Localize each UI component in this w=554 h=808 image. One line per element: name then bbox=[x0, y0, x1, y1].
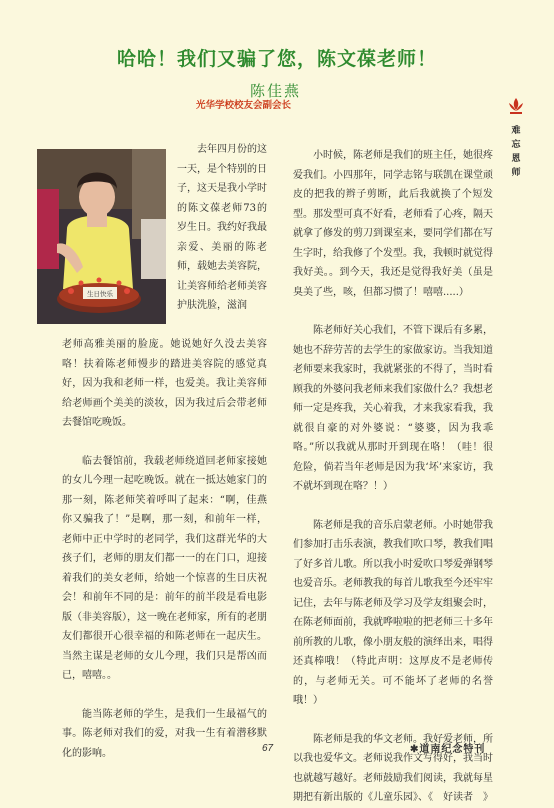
right-column bbox=[293, 146, 493, 808]
paragraph: 临去餐馆前，我载老师绕道回老师家接她的女儿今理一起吃晚饭。就在一抵达她家门的那一刻，陈老师笑着呼叫了起来：“啊，佳燕你又骗我了！”是啊，那一刻，和前年一样，老师中正中学时的老同学，我们这群光华的大孩子们，老师的朋友们都一一的在门口，迎接着我们的美女老师，给她一个惊喜的生日庆祝会！和前年不同的是：前年的前半段是看电影版（非美容版），这一晚在老师家，所有的老朋友们都很开心很幸福的和陈老师在一起庆生。当然主谋是老师的女儿今理，我们只是帮凶而已，嘻嘻。。 bbox=[62, 455, 267, 681]
left-column-main bbox=[62, 335, 267, 763]
paragraph: 小时候，陈老师是我们的班主任，她很疼爱我们。小四那年，同学志铭与联凯在课堂顽皮的把我的辫子剪断，此后我就换了个短发型。那发型可真不好看，老师看了心疼，隔天就拿了修发的剪刀到课室来，要同学们都在写生字时，给我修了个发型。我，我顿时就觉得我好美。。到今天，我还是觉得我好美（虽是臭美了些，咳，但都习惯了！嘻嘻.....） bbox=[293, 150, 493, 298]
cake-inscription: 生日快乐 bbox=[87, 290, 113, 298]
birthday-photo-illustration bbox=[37, 149, 166, 324]
paragraph: 陈老师是我的音乐启蒙老师。小时她带我们参加打击乐表演，教我们吹口琴，教我们唱了好多首儿歌。所以我小时爱吹口琴爱弹钢琴也爱音乐。老师教我的每首儿歌我至今还牢牢记住，去年与陈老师及学习及学友组聚会时，在陈老师面前，我就哗啦啦的把老师三十多年前所教的儿歌，像小朋友般的演绎出来，唱得还真棒哦！（特此声明：这厚皮不是老师传的，与老师无关。可不能坏了老师的名誉哦！） bbox=[293, 519, 493, 706]
paragraph: 陈老师好关心我们，不管下课后有多累，她也不辞劳苦的去学生的家做家访。当我知道老师要来我家时，我就紧张的不得了，当时看顾我的外婆问我老师来我们家做什么？我想老师一定是疼我，关心着我，才来我家看我，我就很自豪的对外婆说：“婆婆，因为我乖咯。”所以我就从那时开到现在咯！（哇！很危险，倘若当年老师是因为我‘坏’来家访，我不就坏到现在咯？！） bbox=[293, 325, 493, 492]
article-title: 哈哈！我们又骗了您，陈文葆老师！ bbox=[116, 48, 437, 70]
section-label-vertical: 难忘恩师 bbox=[511, 126, 521, 178]
publication-name: ✱道南纪念特刊 bbox=[410, 744, 486, 755]
left-column-top bbox=[177, 140, 267, 316]
author-position: 光华学校校友会副会长 bbox=[196, 100, 292, 111]
paragraph: 老师高雅美丽的脸庞。她说她好久没去美容咯！扶着陈老师慢步的踏进美容院的感觉真好，因为我和老师一样，也爱美。我让美容师给老师画个美美的淡妆，因为我过后会带老师去餐馆吃晚饭。 bbox=[62, 339, 267, 428]
paragraph: 去年四月份的这一天，是个特别的日子，这天是我小学时的陈文葆老师73的岁生日。我约好我最亲爱、美丽的陈老师，载她去美容院，让美容师给老师美容护肤洗脸，滋润 bbox=[177, 144, 267, 311]
paragraph: 陈老师是我的华文老师。我好爱老师，所以我也爱华文。老师说我作文写得好，我当时也就越写越好。老师鼓励我们阅读，我就每星期把有新出版的《儿童乐园》、《 好读者 》 bbox=[293, 733, 493, 803]
birthday-photo bbox=[37, 149, 166, 324]
author-name: 陈佳燕 bbox=[250, 82, 302, 100]
lotus-logo-icon bbox=[506, 96, 526, 116]
paragraph: 能当陈老师的学生，是我们一生最福气的事。陈老师对我们的爱，对我一生有着潜移默化的影响。 bbox=[62, 708, 267, 759]
page-number: 67 bbox=[262, 743, 274, 754]
